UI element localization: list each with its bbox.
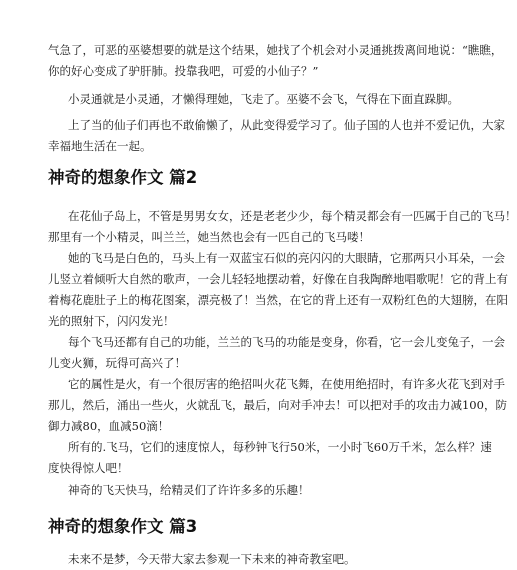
text-line: 着梅花鹿肚子上的梅花图案，漂亮极了！当然，在它的背上还有一双粉红色的大翅膀，在阳 (48, 293, 508, 307)
text-line: 御力减80，血减50滴！ (48, 419, 170, 433)
paragraph-previous-end-2 (48, 89, 459, 110)
text-line: 小灵通就是小灵通，才懒得理她，飞走了。巫婆不会飞，气得在下面直跺脚。 (68, 92, 459, 106)
article2-paragraph-5 (48, 437, 492, 479)
article2-paragraph-3 (48, 332, 505, 374)
article3-first-line: 未来不是梦，今天带大家去参观一下未来的神奇教室吧。 (68, 552, 356, 566)
article2-paragraph-2 (48, 248, 508, 332)
text-line: 儿竖立着倾听大自然的歌声，一会儿轻轻地摆动着，好像在自我陶醉地唱歌呢！它的背上有 (48, 272, 508, 286)
text-line: 每个飞马还都有自己的功能，兰兰的飞马的功能是变身，你看，它一会儿变兔子，一会 (68, 335, 505, 349)
text-line: 在花仙子岛上，不管是男男女女，还是老老少少，每个精灵都会有一匹属于自己的飞马！ (68, 209, 517, 223)
article2-paragraph-4 (48, 374, 507, 437)
text-line: 你的好心变成了驴肝肺。投靠我吧，可爱的小仙子？” (48, 64, 319, 78)
text-line: 光的照射下，闪闪发光！ (48, 314, 175, 328)
article2-paragraph-6 (48, 480, 454, 501)
paragraph-previous-end-1 (48, 40, 503, 82)
text-line: 它的属性是火，有一个很厉害的绝招叫火花飞舞，在使用绝招时，有许多火花飞到对手 (68, 377, 505, 391)
text-line: 上了当的仙子们再也不敢偷懒了，从此变得爱学习了。仙子国的人也并不爱记仇，大家 (68, 118, 505, 132)
text-line: 神奇的飞天快马，给精灵们了许许多多的乐趣！ (68, 483, 310, 497)
text-line: 气急了，可恶的巫婆想要的就是这个结果，她找了个机会对小灵通挑拨离间地说：“瞧瞧， (48, 43, 503, 57)
article2-paragraph-1 (48, 206, 517, 248)
paragraph-previous-end-3 (48, 115, 505, 157)
article-heading-2: 神奇的想象作文 篇2 (48, 168, 198, 187)
text-line: 所有的.飞马，它们的速度惊人，每秒钟飞行50米，一小时飞60万千米，怎么样？速 (68, 440, 492, 454)
text-line: 儿变火狮，玩得可高兴了！ (48, 356, 186, 370)
text-line: 那儿，然后，涌出一些火，火就乱飞，最后，向对手冲去！可以把对手的攻击力减100，防 (48, 398, 507, 412)
text-line: 幸福地生活在一起。 (48, 139, 152, 153)
text-line: 她的飞马是白色的，马头上有一双蓝宝石似的亮闪闪的大眼睛，它那两只小耳朵，一会 (68, 251, 505, 265)
article-heading-3: 神奇的想象作文 篇3 (48, 517, 198, 536)
text-line: 那里有一个小精灵，叫兰兰，她当然也会有一匹自己的飞马喽！ (48, 230, 370, 244)
text-line: 度快得惊人吧！ (48, 461, 129, 475)
